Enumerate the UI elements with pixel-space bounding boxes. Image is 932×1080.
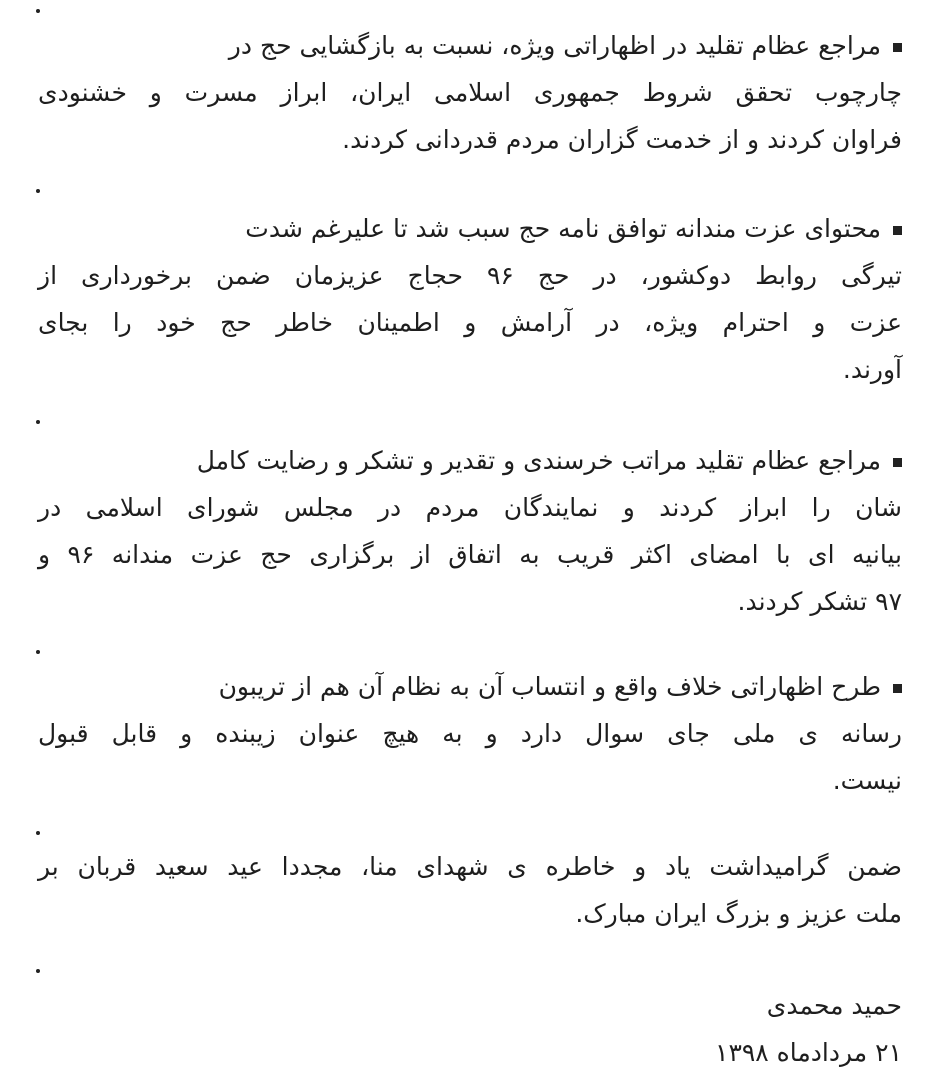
text-line: ۹۷ تشکر کردند.: [737, 587, 902, 616]
text-line: آورند.: [842, 355, 902, 384]
paragraph-1: [38, 22, 902, 163]
signature-date: ۲۱ مردادماه ۱۳۹۸: [715, 1038, 902, 1067]
paragraph-5: [38, 843, 902, 937]
text-line: چارچوب تحقق شروط جمهوری اسلامی ایران، ابراز مسرت و خشنودی: [38, 78, 902, 107]
bullet-icon: [893, 458, 902, 467]
text-line: تیرگی روابط دوکشور، در حج ۹۶ حجاج عزیزمان ضمن برخورداری از: [38, 261, 903, 290]
text-line: عزت و احترام ویژه، در آرامش و اطمینان خاطر حج خود را بجای: [38, 308, 902, 337]
signature: [38, 982, 902, 1076]
text-line: [38, 205, 902, 252]
separator-dot: [36, 420, 40, 424]
text-line: [38, 437, 902, 484]
separator-dot: [36, 969, 40, 973]
paragraph-3: [38, 437, 902, 625]
separator-dot: [36, 650, 40, 654]
text-line: رسانه ی ملی جای سوال دارد و به هیچ عنوان زیبنده و قابل قبول: [38, 719, 902, 748]
text-line: فراوان کردند و از خدمت گزاران مردم قدردانی کردند.: [342, 125, 902, 154]
bullet-icon: [893, 226, 902, 235]
signature-name: حمید محمدی: [766, 991, 902, 1020]
text-line: [38, 22, 902, 69]
text-line: ضمن گرامیداشت یاد و خاطره ی شهدای منا، مجددا عید سعید قربان بر: [38, 852, 902, 881]
text-line: بیانیه ای با امضای اکثر قریب به اتفاق از برگزاری حج عزت مندانه ۹۶ و: [38, 540, 902, 569]
paragraph-4: [38, 663, 902, 804]
bullet-icon: [893, 43, 902, 52]
text-line: [38, 663, 902, 710]
text: مراجع عظام تقلید در اظهاراتی ویژه، نسبت به بازگشایی حج در: [228, 31, 881, 60]
text-line: شان را ابراز کردند و نمایندگان مردم در مجلس شورای اسلامی در: [38, 493, 902, 522]
text: طرح اظهاراتی خلاف واقع و انتساب آن به نظام آن هم از تریبون: [218, 672, 881, 701]
text: محتوای عزت مندانه توافق نامه حج سبب شد تا علیرغم شدت: [245, 214, 881, 243]
bullet-icon: [893, 684, 902, 693]
separator-dot: [36, 189, 40, 193]
text-line: نیست.: [832, 766, 902, 795]
paragraph-2: [38, 205, 902, 393]
text-line: ملت عزیز و بزرگ ایران مبارک.: [575, 899, 902, 928]
text: مراجع عظام تقلید مراتب خرسندی و تقدیر و تشکر و رضایت کامل: [196, 446, 881, 475]
separator-dot: [36, 9, 40, 13]
separator-dot: [36, 831, 40, 835]
